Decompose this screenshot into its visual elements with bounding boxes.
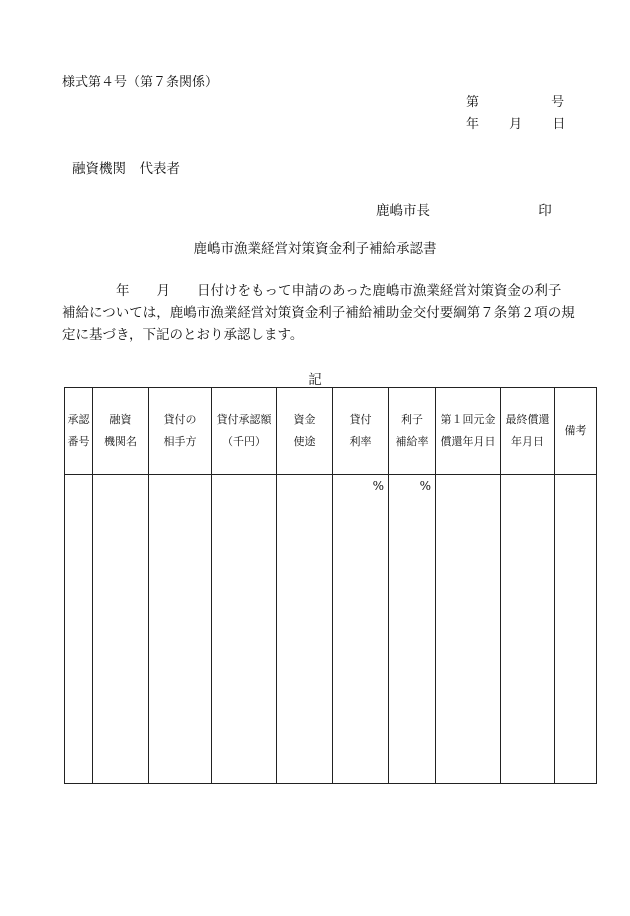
ki-heading: 記 (308, 372, 322, 388)
document-number-line (466, 91, 564, 110)
date-month: 月 (509, 117, 523, 132)
date-day: 日 (552, 117, 566, 132)
header-approval-number: 承認 番号 (65, 388, 93, 475)
date-year: 年 (466, 117, 480, 132)
cell-first-repayment-date (436, 475, 501, 784)
header-subsidy-rate: 利子 補給率 (389, 388, 436, 475)
percent-unit: % (372, 479, 384, 493)
cell-final-repayment-date (501, 475, 555, 784)
form-number: 様式第４号（第７条関係） (62, 75, 219, 90)
number-prefix: 第 (466, 95, 480, 110)
approval-table (64, 387, 597, 784)
header-lending-institution: 融資 機関名 (93, 388, 149, 475)
header-final-repayment-date: 最終償還 年月日 (501, 388, 555, 475)
percent-unit: % (419, 479, 431, 493)
number-suffix: 号 (551, 95, 565, 110)
addressee: 融資機関 代表者 (72, 161, 180, 177)
cell-borrower (149, 475, 212, 784)
cell-lending-institution (93, 475, 149, 784)
header-loan-rate: 貸付 利率 (333, 388, 389, 475)
cell-approval-number (65, 475, 93, 784)
body-paragraph (62, 280, 582, 346)
header-borrower: 貸付の 相手方 (149, 388, 212, 475)
document-title: 鹿嶋市漁業経営対策資金利子補給承認書 (193, 241, 437, 257)
header-approved-amount: 貸付承認額 （千円） (212, 388, 277, 475)
header-remarks: 備考 (555, 388, 597, 475)
body-line: 補給については，鹿嶋市漁業経営対策資金利子補給補助金交付要綱第７条第２項の規 (62, 305, 575, 321)
header-first-repayment-date: 第１回元金 償還年月日 (436, 388, 501, 475)
cell-fund-use (277, 475, 333, 784)
table-row (65, 475, 597, 784)
header-fund-use: 資金 使途 (277, 388, 333, 475)
issuer-name: 鹿嶋市長 (376, 203, 430, 219)
cell-remarks (555, 475, 597, 784)
cell-loan-rate (333, 475, 389, 784)
seal-mark: 印 (538, 203, 552, 219)
issue-date-line (466, 113, 565, 132)
cell-subsidy-rate (389, 475, 436, 784)
body-line: 定に基づき，下記のとおり承認します。 (62, 327, 304, 343)
cell-approved-amount (212, 475, 277, 784)
table-header-row (65, 388, 597, 475)
issuer-line (376, 199, 552, 219)
body-line: 年 月 日付けをもって申請のあった鹿嶋市漁業経営対策資金の利子 (62, 283, 562, 299)
